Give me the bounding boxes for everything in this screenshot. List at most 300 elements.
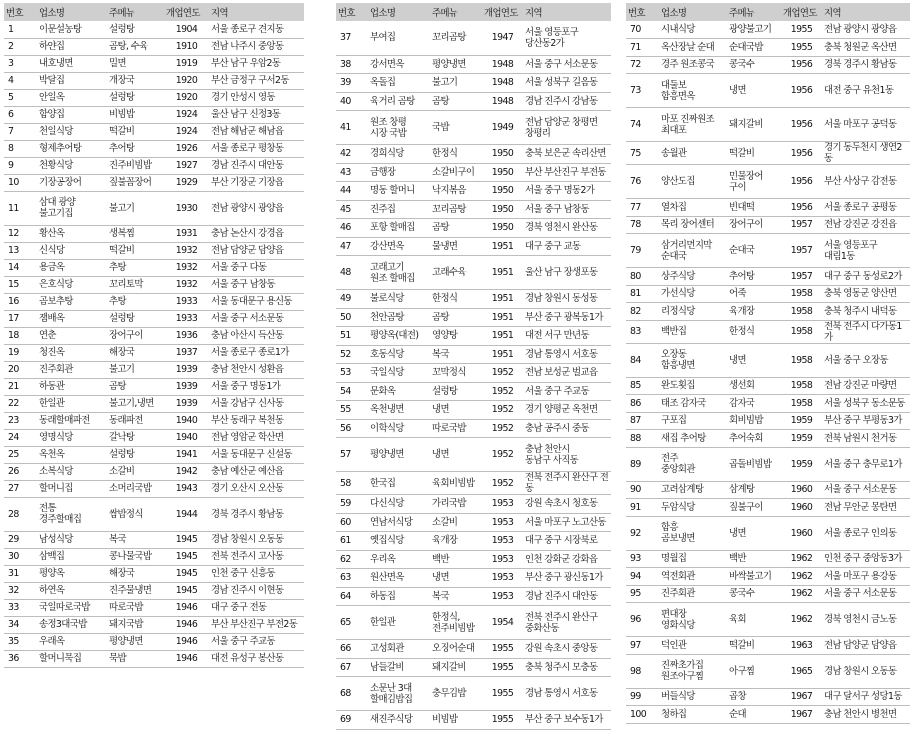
cell-main-menu: 냉면 [727, 516, 781, 550]
cell-number: 15 [4, 276, 37, 293]
cell-region: 경기 동두천시 생연2동 [822, 142, 910, 165]
cell-restaurant-name: 열차집 [659, 199, 727, 217]
cell-region: 부산 중구 광신동1가 [523, 569, 611, 588]
cell-open-year: 1944 [164, 497, 209, 531]
table-row [336, 382, 611, 401]
cell-restaurant-name: 불로식당 [368, 290, 430, 309]
cell-restaurant-name: 가선식당 [659, 285, 727, 303]
cell-region: 충남 예산군 예산읍 [209, 463, 304, 480]
cell-main-menu: 충무김밥 [430, 677, 482, 711]
table-row [626, 395, 910, 413]
cell-open-year: 1946 [164, 650, 209, 667]
cell-restaurant-name: 소복식당 [37, 463, 107, 480]
cell-region: 서울 중구 명동2가 [523, 182, 611, 201]
cell-number: 54 [336, 382, 368, 401]
header-restaurant-name: 업소명 [37, 3, 107, 21]
cell-region: 서울 성북구 동소문동 [822, 395, 910, 413]
cell-restaurant-name: 하얀집 [37, 38, 107, 55]
cell-region: 서울 중구 서소문동 [209, 310, 304, 327]
cell-region: 충북 영동군 양산면 [822, 285, 910, 303]
cell-open-year: 1939 [164, 395, 209, 412]
table-row [626, 481, 910, 499]
table-row [336, 237, 611, 256]
table-row [626, 654, 910, 688]
cell-number: 98 [626, 654, 659, 688]
cell-open-year: 1945 [164, 531, 209, 548]
cell-restaurant-name: 상주식당 [659, 268, 727, 286]
cell-open-year: 1952 [482, 419, 523, 438]
cell-open-year: 1956 [781, 199, 822, 217]
cell-main-menu: 장어구이 [727, 216, 781, 234]
cell-region: 서울 마포구 용강동 [822, 568, 910, 586]
cell-region: 대전 중구 유천1동 [822, 74, 910, 108]
cell-open-year: 1940 [164, 412, 209, 429]
cell-number: 9 [4, 157, 37, 174]
cell-restaurant-name: 동래할매파전 [37, 412, 107, 429]
cell-restaurant-name: 우래옥 [37, 633, 107, 650]
cell-region: 경남 진주시 이현동 [209, 582, 304, 599]
cell-number: 80 [626, 268, 659, 286]
table-row [626, 412, 910, 430]
cell-main-menu: 해장국 [107, 344, 164, 361]
table-row [4, 497, 304, 531]
cell-main-menu: 삼계탕 [727, 481, 781, 499]
cell-restaurant-name: 완도횟집 [659, 377, 727, 395]
cell-open-year: 1955 [482, 677, 523, 711]
cell-open-year: 1937 [164, 344, 209, 361]
table-row [4, 106, 304, 123]
table-row [4, 157, 304, 174]
cell-restaurant-name: 전통 경주할매집 [37, 497, 107, 531]
cell-restaurant-name: 마포 진짜원조 최대포 [659, 108, 727, 142]
cell-region: 울산 남구 신정3동 [209, 106, 304, 123]
cell-number: 33 [4, 599, 37, 616]
table-row [336, 345, 611, 364]
cell-number: 13 [4, 242, 37, 259]
cell-open-year: 1952 [482, 382, 523, 401]
cell-restaurant-name: 부여집 [368, 21, 430, 55]
table-row [336, 472, 611, 495]
cell-region: 대구 중구 전동 [209, 599, 304, 616]
table-row [4, 72, 304, 89]
cell-restaurant-name: 다신식당 [368, 495, 430, 514]
cell-region: 경남 창원시 동성동 [523, 290, 611, 309]
table-row [626, 706, 910, 724]
table-row [336, 550, 611, 569]
cell-number: 63 [336, 569, 368, 588]
cell-open-year: 1955 [781, 21, 822, 39]
cell-restaurant-name: 이학식당 [368, 419, 430, 438]
cell-number: 32 [4, 582, 37, 599]
cell-main-menu: 복국 [107, 531, 164, 548]
cell-number: 74 [626, 108, 659, 142]
cell-number: 89 [626, 447, 659, 481]
cell-open-year: 1950 [482, 200, 523, 219]
cell-restaurant-name: 청하집 [659, 706, 727, 724]
cell-restaurant-name: 송정3대국밥 [37, 616, 107, 633]
cell-number: 79 [626, 234, 659, 268]
cell-number: 7 [4, 123, 37, 140]
table-row [626, 688, 910, 706]
cell-region: 전남 무안군 몽탄면 [822, 499, 910, 517]
cell-main-menu: 냉면 [430, 401, 482, 420]
table-row [626, 377, 910, 395]
cell-open-year: 1933 [164, 310, 209, 327]
cell-open-year: 1947 [482, 21, 523, 55]
cell-restaurant-name: 안일옥 [37, 89, 107, 106]
cell-open-year: 1956 [781, 142, 822, 165]
cell-open-year: 1919 [164, 55, 209, 72]
table-row [626, 637, 910, 655]
cell-open-year: 1960 [781, 499, 822, 517]
cell-restaurant-name: 옥천옥 [37, 446, 107, 463]
cell-main-menu: 돼지국밥 [107, 616, 164, 633]
cell-restaurant-name: 경희식당 [368, 145, 430, 164]
table-row [626, 234, 910, 268]
cell-open-year: 1920 [164, 72, 209, 89]
header-restaurant-name: 업소명 [368, 3, 430, 21]
cell-restaurant-name: 용금옥 [37, 259, 107, 276]
cell-main-menu: 아구찜 [727, 654, 781, 688]
cell-number: 28 [4, 497, 37, 531]
table-row [336, 401, 611, 420]
cell-number: 100 [626, 706, 659, 724]
cell-region: 경남 창원시 오동동 [209, 531, 304, 548]
table-row [4, 480, 304, 497]
table-row [626, 165, 910, 199]
cell-restaurant-name: 박달집 [37, 72, 107, 89]
cell-main-menu: 따로국밥 [430, 419, 482, 438]
cell-region: 강원 속초시 중앙동 [523, 640, 611, 659]
cell-main-menu: 짚불꼼장어 [107, 174, 164, 191]
cell-region: 서울 중구 남창동 [209, 276, 304, 293]
cell-number: 1 [4, 21, 37, 38]
cell-region: 대구 중구 시장북로 [523, 532, 611, 551]
cell-number: 52 [336, 345, 368, 364]
cell-number: 61 [336, 532, 368, 551]
cell-main-menu: 육회비빔밥 [430, 472, 482, 495]
cell-region: 서울 중구 주교동 [523, 382, 611, 401]
cell-main-menu: 영양탕 [430, 327, 482, 346]
cell-main-menu: 어죽 [727, 285, 781, 303]
cell-restaurant-name: 새집 추어탕 [659, 430, 727, 448]
cell-main-menu: 육회 [727, 603, 781, 637]
cell-number: 46 [336, 219, 368, 238]
cell-main-menu: 묵밥 [107, 650, 164, 667]
cell-main-menu: 불고기,냉면 [107, 395, 164, 412]
cell-main-menu: 육개장 [430, 532, 482, 551]
cell-main-menu: 복국 [430, 587, 482, 606]
cell-number: 78 [626, 216, 659, 234]
table-row [4, 174, 304, 191]
cell-restaurant-name: 한일관 [37, 395, 107, 412]
cell-number: 24 [4, 429, 37, 446]
cell-region: 서울 동대문구 신설동 [209, 446, 304, 463]
header-region: 지역 [209, 3, 304, 21]
table-row [336, 219, 611, 238]
cell-region: 서울 동대문구 용신동 [209, 293, 304, 310]
cell-region: 서울 종로구 견지동 [209, 21, 304, 38]
cell-number: 73 [626, 74, 659, 108]
cell-open-year: 1954 [482, 606, 523, 640]
cell-open-year: 1942 [164, 463, 209, 480]
cell-number: 58 [336, 472, 368, 495]
table-row [626, 585, 910, 603]
table-row [336, 256, 611, 290]
cell-number: 16 [4, 293, 37, 310]
cell-main-menu: 불고기 [430, 74, 482, 93]
cell-main-menu: 장어구이 [107, 327, 164, 344]
cell-open-year: 1957 [781, 234, 822, 268]
cell-restaurant-name: 시내식당 [659, 21, 727, 39]
header-main-menu: 주메뉴 [107, 3, 164, 21]
cell-number: 47 [336, 237, 368, 256]
cell-region: 경북 영천시 완산동 [523, 219, 611, 238]
table-row [336, 569, 611, 588]
cell-region: 전남 영암군 학산면 [209, 429, 304, 446]
table-row [336, 364, 611, 383]
table-row [626, 447, 910, 481]
cell-number: 55 [336, 401, 368, 420]
cell-open-year: 1945 [164, 565, 209, 582]
cell-number: 20 [4, 361, 37, 378]
header-region: 지역 [523, 3, 611, 21]
cell-region: 대구 중구 동성로2가 [822, 268, 910, 286]
cell-number: 11 [4, 191, 37, 225]
cell-main-menu: 곰탕, 수육 [107, 38, 164, 55]
cell-open-year: 1946 [164, 633, 209, 650]
cell-restaurant-name: 강서면옥 [368, 55, 430, 74]
cell-open-year: 1951 [482, 345, 523, 364]
cell-region: 서울 중구 서소문동 [822, 481, 910, 499]
header-open-year: 개업연도 [781, 3, 822, 21]
table-row [626, 550, 910, 568]
cell-main-menu: 순대국밥 [727, 39, 781, 57]
table-row [4, 429, 304, 446]
cell-main-menu: 한정식, 전주비빔밥 [430, 606, 482, 640]
cell-number: 94 [626, 568, 659, 586]
cell-main-menu: 민물장어 구이 [727, 165, 781, 199]
cell-main-menu: 빈대떡 [727, 199, 781, 217]
cell-region: 부산 부산진구 부전동 [523, 163, 611, 182]
cell-region: 전북 전주시 다가동1가 [822, 320, 910, 343]
cell-region: 서울 중구 오장동 [822, 343, 910, 377]
cell-number: 57 [336, 438, 368, 472]
cell-restaurant-name: 청진옥 [37, 344, 107, 361]
cell-region: 경북 경주시 황남동 [209, 497, 304, 531]
cell-region: 서울 마포구 노고산동 [523, 513, 611, 532]
cell-open-year: 1952 [482, 364, 523, 383]
cell-main-menu: 꼬막정식 [430, 364, 482, 383]
table-row [336, 55, 611, 74]
cell-restaurant-name: 고래고기 원조 할매집 [368, 256, 430, 290]
cell-restaurant-name: 한일관 [368, 606, 430, 640]
cell-main-menu: 추탕 [107, 259, 164, 276]
cell-open-year: 1924 [164, 123, 209, 140]
cell-open-year: 1953 [482, 513, 523, 532]
table-row [626, 285, 910, 303]
cell-region: 전남 강진군 강진읍 [822, 216, 910, 234]
cell-main-menu: 회비빔밥 [727, 412, 781, 430]
cell-main-menu: 설렁탕 [107, 446, 164, 463]
cell-restaurant-name: 명월집 [659, 550, 727, 568]
cell-number: 65 [336, 606, 368, 640]
cell-open-year: 1950 [482, 163, 523, 182]
cell-number: 25 [4, 446, 37, 463]
cell-main-menu: 돼지갈비 [430, 658, 482, 677]
cell-number: 85 [626, 377, 659, 395]
cell-main-menu: 설렁탕 [107, 89, 164, 106]
cell-region: 전남 담양군 창평면 창평리 [523, 111, 611, 145]
cell-number: 97 [626, 637, 659, 655]
cell-restaurant-name: 국일식당 [368, 364, 430, 383]
cell-restaurant-name: 진주회관 [659, 585, 727, 603]
cell-main-menu: 감자국 [727, 395, 781, 413]
table-row [336, 606, 611, 640]
cell-region: 서울 중구 다동 [209, 259, 304, 276]
header-main-menu: 주메뉴 [727, 3, 781, 21]
cell-region: 부산 금정구 구서2동 [209, 72, 304, 89]
cell-main-menu: 곱창 [727, 688, 781, 706]
table-row [626, 568, 910, 586]
cell-main-menu: 불고기 [107, 361, 164, 378]
cell-restaurant-name: 옥천냉면 [368, 401, 430, 420]
cell-number: 62 [336, 550, 368, 569]
cell-region: 경기 안성시 영동 [209, 89, 304, 106]
header-number: 번호 [4, 3, 37, 21]
restaurant-table-3 [626, 3, 910, 724]
table-row [4, 38, 304, 55]
cell-restaurant-name: 천황식당 [37, 157, 107, 174]
cell-number: 14 [4, 259, 37, 276]
cell-open-year: 1958 [781, 395, 822, 413]
cell-restaurant-name: 황산옥 [37, 225, 107, 242]
cell-region: 충남 논산시 강경읍 [209, 225, 304, 242]
cell-main-menu: 냉면 [430, 569, 482, 588]
cell-open-year: 1951 [482, 256, 523, 290]
cell-number: 38 [336, 55, 368, 74]
cell-restaurant-name: 기장공장어 [37, 174, 107, 191]
table-row [4, 310, 304, 327]
cell-number: 95 [626, 585, 659, 603]
cell-restaurant-name: 포항 할매집 [368, 219, 430, 238]
table-row [336, 532, 611, 551]
table-row [336, 111, 611, 145]
cell-region: 대전 서구 만년동 [523, 327, 611, 346]
cell-number: 26 [4, 463, 37, 480]
cell-open-year: 1962 [781, 585, 822, 603]
cell-main-menu: 비빔밥 [107, 106, 164, 123]
cell-region: 충남 아산시 득산동 [209, 327, 304, 344]
cell-main-menu: 돼지갈비 [727, 108, 781, 142]
cell-region: 서울 마포구 공덕동 [822, 108, 910, 142]
cell-number: 77 [626, 199, 659, 217]
cell-region: 충남 천안시 병천면 [822, 706, 910, 724]
cell-number: 5 [4, 89, 37, 106]
cell-restaurant-name: 연춘 [37, 327, 107, 344]
cell-region: 부산 부산진구 부전2동 [209, 616, 304, 633]
cell-number: 86 [626, 395, 659, 413]
table-row [4, 616, 304, 633]
cell-main-menu: 소머리국밥 [107, 480, 164, 497]
table-row [4, 361, 304, 378]
cell-region: 서울 종로구 평창동 [209, 140, 304, 157]
cell-open-year: 1932 [164, 276, 209, 293]
cell-restaurant-name: 남성식당 [37, 531, 107, 548]
cell-main-menu: 백반 [430, 550, 482, 569]
cell-open-year: 1932 [164, 242, 209, 259]
header-open-year: 개업연도 [164, 3, 209, 21]
cell-main-menu: 생복찜 [107, 225, 164, 242]
cell-region: 전북 전주시 완산구 전동 [523, 472, 611, 495]
cell-region: 경남 창원시 오동동 [822, 654, 910, 688]
cell-region: 서울 강남구 신사동 [209, 395, 304, 412]
cell-region: 부산 중구 부평동3가 [822, 412, 910, 430]
cell-open-year: 1953 [482, 587, 523, 606]
table-row [4, 633, 304, 650]
cell-region: 서울 중구 충무로1가 [822, 447, 910, 481]
cell-open-year: 1951 [482, 290, 523, 309]
cell-number: 49 [336, 290, 368, 309]
table-row [626, 216, 910, 234]
cell-restaurant-name: 연남서식당 [368, 513, 430, 532]
cell-open-year: 1910 [164, 38, 209, 55]
table-row [626, 516, 910, 550]
cell-open-year: 1936 [164, 327, 209, 344]
cell-restaurant-name: 고성회관 [368, 640, 430, 659]
cell-number: 3 [4, 55, 37, 72]
table-row [4, 242, 304, 259]
cell-restaurant-name: 경주 원조콩국 [659, 56, 727, 74]
table-row [336, 327, 611, 346]
table-row [626, 268, 910, 286]
cell-region: 전북 전주시 고사동 [209, 548, 304, 565]
cell-main-menu: 곱돌비빔밥 [727, 447, 781, 481]
table-row [336, 308, 611, 327]
header-region: 지역 [822, 3, 910, 21]
cell-main-menu: 평양냉면 [107, 633, 164, 650]
cell-restaurant-name: 형제추어탕 [37, 140, 107, 157]
restaurant-table-2 [336, 3, 611, 730]
cell-main-menu: 진주비빔밥 [107, 157, 164, 174]
cell-main-menu: 곰탕 [430, 219, 482, 238]
cell-restaurant-name: 고려삼계탕 [659, 481, 727, 499]
header-restaurant-name: 업소명 [659, 3, 727, 21]
cell-restaurant-name: 진짜초가집 원조아구찜 [659, 654, 727, 688]
cell-restaurant-name: 원산면옥 [368, 569, 430, 588]
cell-open-year: 1948 [482, 74, 523, 93]
cell-open-year: 1952 [482, 472, 523, 495]
cell-open-year: 1957 [781, 268, 822, 286]
cell-main-menu: 쌈밥정식 [107, 497, 164, 531]
cell-restaurant-name: 천안곰탕 [368, 308, 430, 327]
cell-region: 부산 중구 보수동1가 [523, 711, 611, 730]
cell-main-menu: 낙지볶음 [430, 182, 482, 201]
cell-number: 81 [626, 285, 659, 303]
cell-number: 43 [336, 163, 368, 182]
cell-restaurant-name: 리정식당 [659, 303, 727, 321]
cell-open-year: 1932 [164, 259, 209, 276]
cell-restaurant-name: 천일식당 [37, 123, 107, 140]
cell-restaurant-name: 버들식당 [659, 688, 727, 706]
restaurant-table-1 [4, 3, 304, 668]
cell-restaurant-name: 두암식당 [659, 499, 727, 517]
cell-restaurant-name: 평양옥 [37, 565, 107, 582]
cell-restaurant-name: 새진주식당 [368, 711, 430, 730]
cell-region: 경북 영천시 금노동 [822, 603, 910, 637]
cell-main-menu: 떡갈비 [727, 637, 781, 655]
cell-open-year: 1926 [164, 140, 209, 157]
